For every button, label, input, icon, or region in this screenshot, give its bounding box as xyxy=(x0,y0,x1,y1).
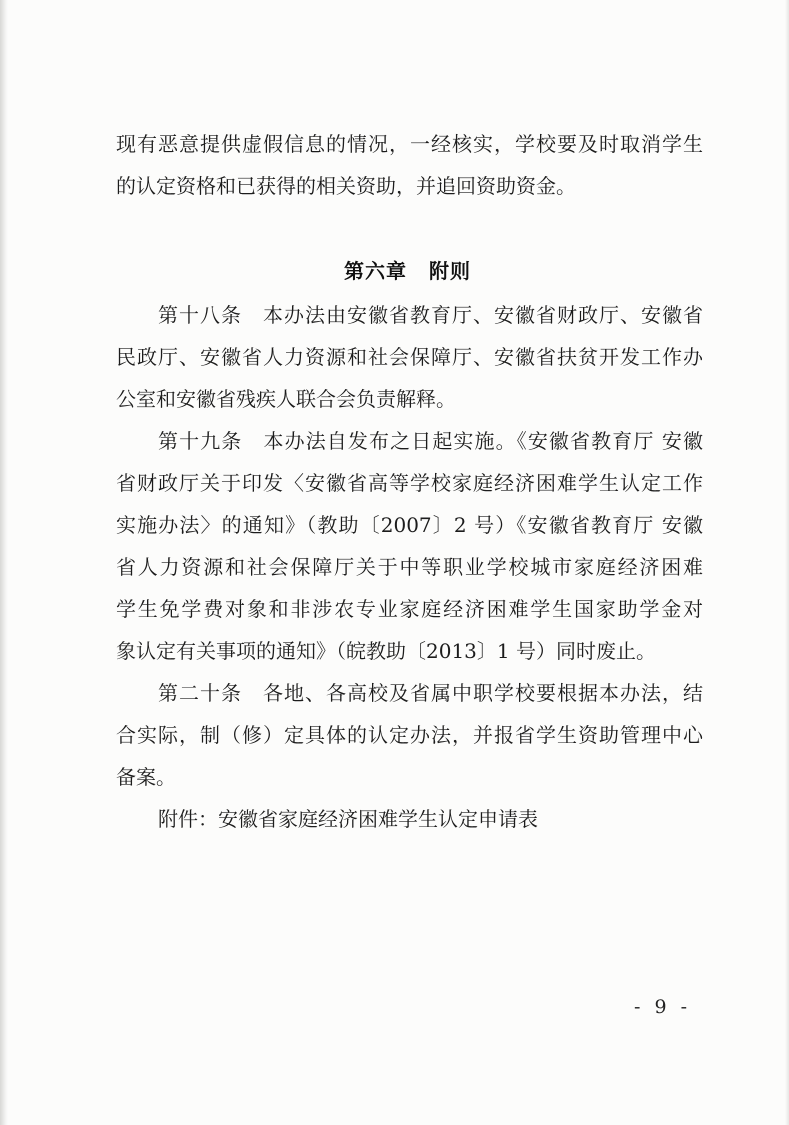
chapter-number: 第六章 xyxy=(344,259,407,283)
article-19-line: 第十九条 本办法自发布之日起实施。《安徽省教育厅 安徽 xyxy=(158,429,703,453)
attachment-line: 附件：安徽省家庭经济困难学生认定申请表 xyxy=(158,807,538,831)
article-19-line: 省人力资源和社会保障厅关于中等职业学校城市家庭经济困难 xyxy=(116,555,703,579)
article-19-line: 实施办法〉的通知》（教助〔2007〕2 号）《安徽省教育厅 安徽 xyxy=(116,513,703,537)
scan-edge-right xyxy=(785,0,789,1125)
article-18-line: 第十八条 本办法由安徽省教育厅、安徽省财政厅、安徽省 xyxy=(158,303,703,327)
article-18-line: 民政厅、安徽省人力资源和社会保障厅、安徽省扶贫开发工作办 xyxy=(116,345,703,369)
article-20-line: 合实际，制（修）定具体的认定办法，并报省学生资助管理中心 xyxy=(116,723,703,747)
chapter-heading xyxy=(344,250,471,292)
paragraph-line: 现有恶意提供虚假信息的情况，一经核实，学校要及时取消学生 xyxy=(116,132,703,156)
article-18-line: 公室和安徽省残疾人联合会负责解释。 xyxy=(116,387,456,411)
article-19-line: 学生免学费对象和非涉农专业家庭经济困难学生国家助学金对 xyxy=(116,597,703,621)
article-20-line: 备案。 xyxy=(116,765,176,789)
article-20-line: 第二十条 各地、各高校及省属中职学校要根据本办法，结 xyxy=(158,681,703,705)
scan-edge-left xyxy=(0,0,8,1125)
article-19-line: 象认定有关事项的通知》（皖教助〔2013〕1 号）同时废止。 xyxy=(116,639,656,663)
paragraph-line: 的认定资格和已获得的相关资助，并追回资助资金。 xyxy=(116,174,576,198)
page-number: - 9 - xyxy=(634,996,692,1018)
article-19-line: 省财政厅关于印发〈安徽省高等学校家庭经济困难学生认定工作 xyxy=(116,471,703,495)
chapter-name: 附则 xyxy=(429,259,471,283)
